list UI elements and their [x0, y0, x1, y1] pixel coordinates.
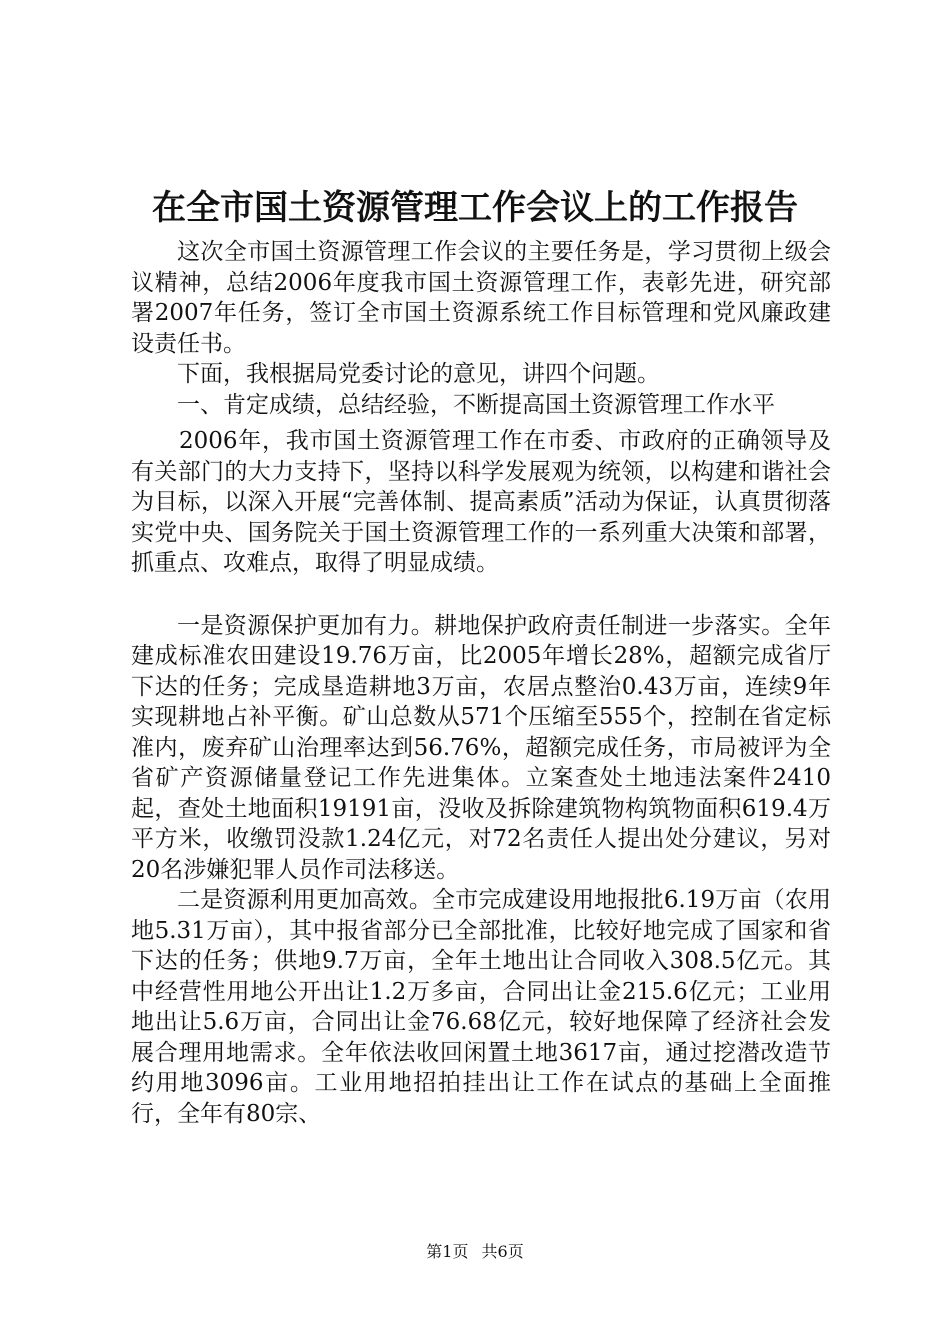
page-total: 共6页	[481, 1242, 524, 1261]
paragraph-outline: 下面，我根据局党委讨论的意见，讲四个问题。	[177, 361, 660, 387]
page-footer	[0, 1242, 950, 1262]
paragraph-summary-2006: 2006年，我市国土资源管理工作在市委、市政府的正确领导及有关部门的大力支持下，坚持以科学发展观为统领，以构建和谐社会为目标，以深入开展“完善体制、提高素质”活动为保证，认真贯彻落实党中央、国务院关于国土资源管理工作的一系列重大决策和部署，抓重点、攻难点，取得了明显成绩。	[131, 428, 831, 576]
document-title: 在全市国土资源管理工作会议上的工作报告	[152, 188, 798, 228]
paragraph-resource-protection: 一是资源保护更加有力。耕地保护政府责任制进一步落实。全年建成标准农田建设19.76万亩，比2005年增长28%，超额完成省厅下达的任务；完成垦造耕地3万亩，农居点整治0.43万亩，连续9年实现耕地占补平衡。矿山总数从571个压缩至555个，控制在省定标准内，废弃矿山治理率达到56.76%，超额完成任务，市局被评为全省矿产资源储量登记工作先进集体。立案查处土地违法案件2410起，查处土地面积19191亩，没收及拆除建筑物构筑物面积619.4万平方米，收缴罚没款1.24亿元，对72名责任人提出处分建议，另对20名涉嫌犯罪人员作司法移送。	[131, 612, 831, 883]
paragraph-resource-utilization: 二是资源利用更加高效。全市完成建设用地报批6.19万亩（农用地5.31万亩），其中报省部分已全部批准，比较好地完成了国家和省下达的任务；供地9.7万亩，全年土地出让合同收入308.5亿元。其中经营性用地公开出让1.2万多亩，合同出让金215.6亿元；工业用地出让5.6万亩，合同出让金76.68亿元，较好地保障了经济社会发展合理用地需求。全年依法收回闲置土地3617亩，通过挖潜改造节约用地3096亩。工业用地招拍挂出让工作在试点的基础上全面推行，全年有80宗、	[131, 887, 831, 1127]
page-number: 第1页	[426, 1242, 469, 1261]
paragraph-intro: 这次全市国土资源管理工作会议的主要任务是，学习贯彻上级会议精神，总结2006年度我市国土资源管理工作，表彰先进，研究部署2007年任务，签订全市国土资源系统工作目标管理和党风廉政建设责任书。	[131, 239, 831, 357]
document-body	[131, 237, 831, 1129]
section-heading-one: 一、肯定成绩，总结经验，不断提高国土资源管理工作水平	[177, 391, 775, 418]
paragraph-gap	[131, 579, 831, 611]
